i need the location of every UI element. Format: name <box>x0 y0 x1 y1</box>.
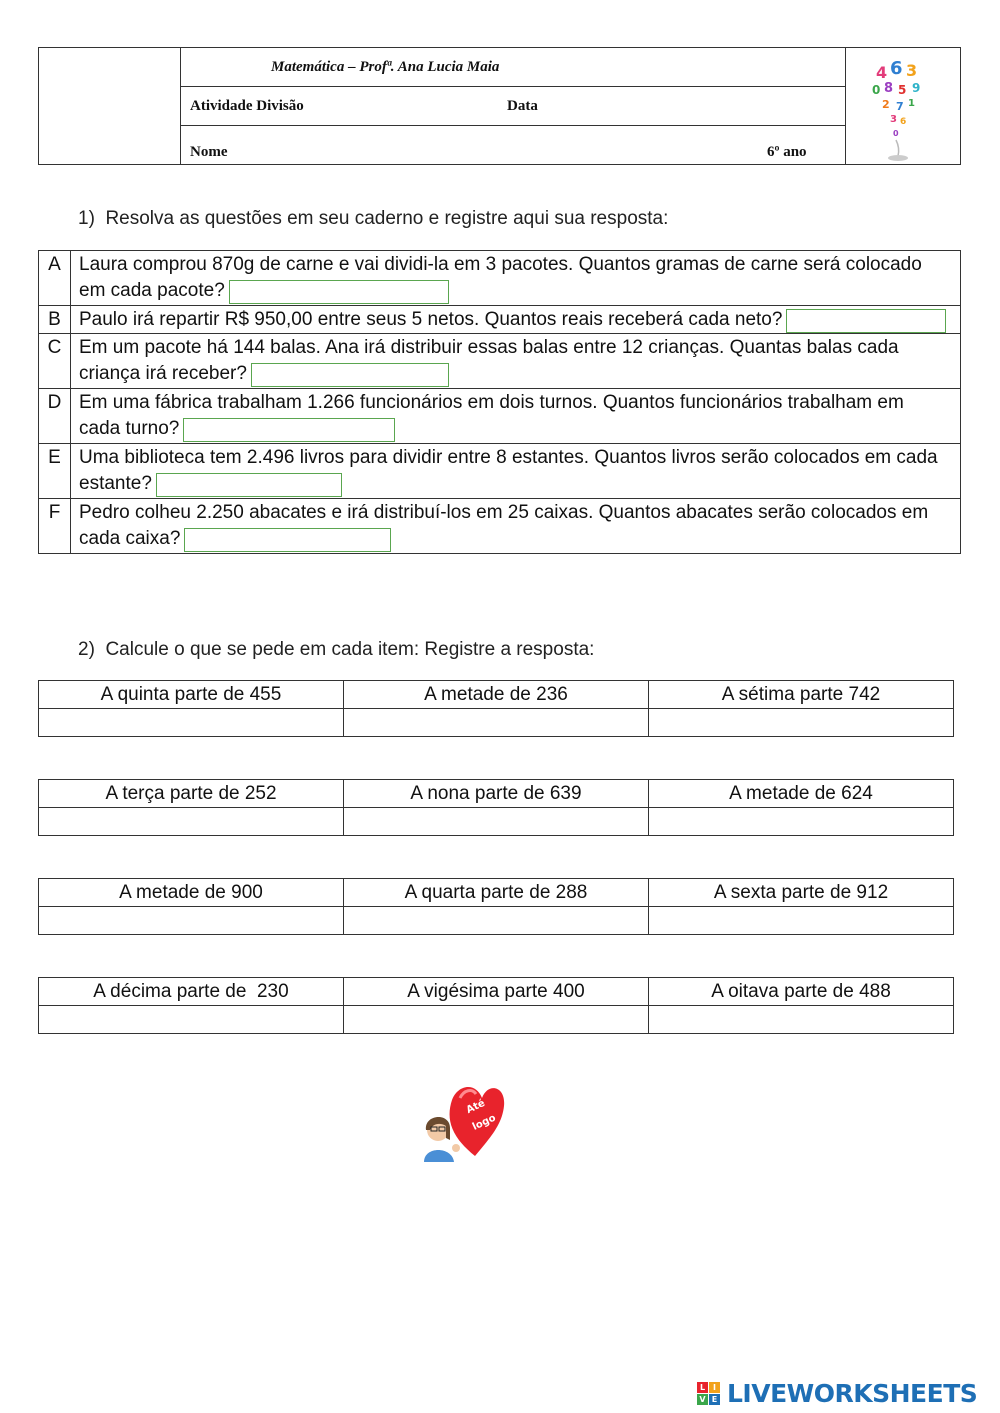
header-row-activity <box>181 87 845 126</box>
calc-prompt: A terça parte de 252 <box>39 780 344 808</box>
calc-answer-row <box>39 709 954 737</box>
problem-row-e <box>39 444 961 499</box>
problems-table <box>38 250 961 554</box>
calc-prompt: A quinta parte de 455 <box>39 681 344 709</box>
calc-answer-cell[interactable] <box>344 709 649 737</box>
problem-row-f <box>39 499 961 554</box>
calc-answer-row <box>39 907 954 935</box>
calc-header-row <box>39 978 954 1006</box>
calc-answer-cell[interactable] <box>39 808 344 836</box>
calc-prompt: A sexta parte de 912 <box>649 879 954 907</box>
header-blank-cell <box>39 48 181 164</box>
svg-text:5: 5 <box>898 83 907 97</box>
problem-line: Uma biblioteca tem 2.496 livros para dividir entre 8 estantes. Quantos livros serão colocados em cada <box>79 447 938 468</box>
calc-answer-cell[interactable] <box>344 907 649 935</box>
brand-text: LIVEWORKSHEETS <box>727 1379 978 1408</box>
calc-prompt: A vigésima parte 400 <box>344 978 649 1006</box>
problem-line: em cada pacote? <box>79 280 225 301</box>
problem-line: cada turno? <box>79 418 180 439</box>
problem-letter: B <box>39 306 71 334</box>
worksheet-title: Matemática – Profª. Ana Lucia Maia <box>271 59 500 75</box>
calc-table-3 <box>38 878 954 935</box>
problem-line: estante? <box>79 473 152 494</box>
sticker-text: Até <box>464 1097 487 1117</box>
problem-letter: F <box>39 499 71 554</box>
answer-input-d[interactable] <box>183 418 395 442</box>
problem-text <box>71 499 961 554</box>
answer-input-f[interactable] <box>184 528 391 552</box>
problem-line: Paulo irá repartir R$ 950,00 entre seus 5 netos. Quantos reais receberá cada neto? <box>79 309 783 330</box>
problem-letter: E <box>39 444 71 499</box>
svg-text:6: 6 <box>890 58 903 79</box>
svg-text:3: 3 <box>906 61 918 80</box>
calc-answer-cell[interactable] <box>39 1006 344 1034</box>
problem-line: cada caixa? <box>79 528 181 549</box>
problem-line: criança irá receber? <box>79 363 247 384</box>
calc-prompt: A décima parte de 230 <box>39 978 344 1006</box>
problem-text <box>71 334 961 389</box>
problem-letter: C <box>39 334 71 389</box>
calc-prompt: A sétima parte 742 <box>649 681 954 709</box>
answer-input-e[interactable] <box>156 473 342 497</box>
problem-text <box>71 306 961 334</box>
answer-input-b[interactable] <box>786 309 946 333</box>
svg-text:7: 7 <box>896 100 904 113</box>
problem-row-d <box>39 389 961 444</box>
question-1-title: 1) Resolva as questões em seu caderno e registre aqui sua resposta: <box>78 208 669 229</box>
calc-prompt: A metade de 900 <box>39 879 344 907</box>
svg-text:4: 4 <box>876 63 888 82</box>
calc-answer-cell[interactable] <box>649 907 954 935</box>
problem-text <box>71 389 961 444</box>
calc-prompt: A metade de 236 <box>344 681 649 709</box>
calc-answer-cell[interactable] <box>649 709 954 737</box>
calc-answer-row <box>39 808 954 836</box>
header-row-title <box>181 48 845 87</box>
problem-letter: A <box>39 251 71 306</box>
header-row-name <box>181 126 845 164</box>
svg-text:logo: logo <box>470 1112 498 1133</box>
header-info <box>181 48 846 164</box>
calc-header-row <box>39 879 954 907</box>
heart-icon <box>420 1078 506 1162</box>
grade-label: 6º ano <box>767 144 807 160</box>
problem-line: Em um pacote há 144 balas. Ana irá distribuir essas balas entre 12 crianças. Quantas balas cada <box>79 337 899 358</box>
problem-line: Pedro colheu 2.250 abacates e irá distribuí-los em 25 caixas. Quantos abacates serão colocados em <box>79 502 929 523</box>
problem-line: Laura comprou 870g de carne e vai dividi-la em 3 pacotes. Quantos gramas de carne será colocado <box>79 254 922 275</box>
svg-text:0: 0 <box>872 83 881 97</box>
svg-text:9: 9 <box>912 81 921 95</box>
svg-text:1: 1 <box>908 98 915 109</box>
answer-input-c[interactable] <box>251 363 449 387</box>
colorful-numbers-icon <box>846 48 961 164</box>
activity-label: Atividade Divisão <box>190 98 304 114</box>
calc-prompt: A metade de 624 <box>649 780 954 808</box>
date-label: Data <box>507 98 538 114</box>
calc-table-1 <box>38 680 954 737</box>
calc-answer-cell[interactable] <box>649 1006 954 1034</box>
problem-row-b <box>39 306 961 334</box>
calc-answer-cell[interactable] <box>39 907 344 935</box>
calc-answer-row <box>39 1006 954 1034</box>
answer-input-a[interactable] <box>229 280 449 304</box>
name-label: Nome <box>190 144 228 160</box>
question-2-title: 2) Calcule o que se pede em cada item: Registre a resposta: <box>78 639 595 660</box>
problem-letter: D <box>39 389 71 444</box>
calc-header-row <box>39 681 954 709</box>
heart-avatar-sticker <box>420 1078 506 1162</box>
svg-text:0: 0 <box>893 129 899 138</box>
svg-text:2: 2 <box>882 98 890 111</box>
problem-text <box>71 444 961 499</box>
calc-answer-cell[interactable] <box>649 808 954 836</box>
problem-row-c <box>39 334 961 389</box>
svg-text:8: 8 <box>884 81 894 96</box>
calc-answer-cell[interactable] <box>344 808 649 836</box>
problem-line: Em uma fábrica trabalham 1.266 funcionários em dois turnos. Quantos funcionários trabalham em <box>79 392 904 413</box>
problem-text <box>71 251 961 306</box>
header-logo-cell <box>845 48 960 164</box>
svg-text:3: 3 <box>890 114 897 125</box>
calc-answer-cell[interactable] <box>344 1006 649 1034</box>
problem-row-a <box>39 251 961 306</box>
calc-prompt: A quarta parte de 288 <box>344 879 649 907</box>
calc-prompt: A oitava parte de 488 <box>649 978 954 1006</box>
header-table <box>38 47 961 165</box>
calc-header-row <box>39 780 954 808</box>
svg-text:6: 6 <box>900 117 907 127</box>
calc-table-4 <box>38 977 954 1034</box>
calc-table-2 <box>38 779 954 836</box>
calc-prompt: A nona parte de 639 <box>344 780 649 808</box>
calc-answer-cell[interactable] <box>39 709 344 737</box>
